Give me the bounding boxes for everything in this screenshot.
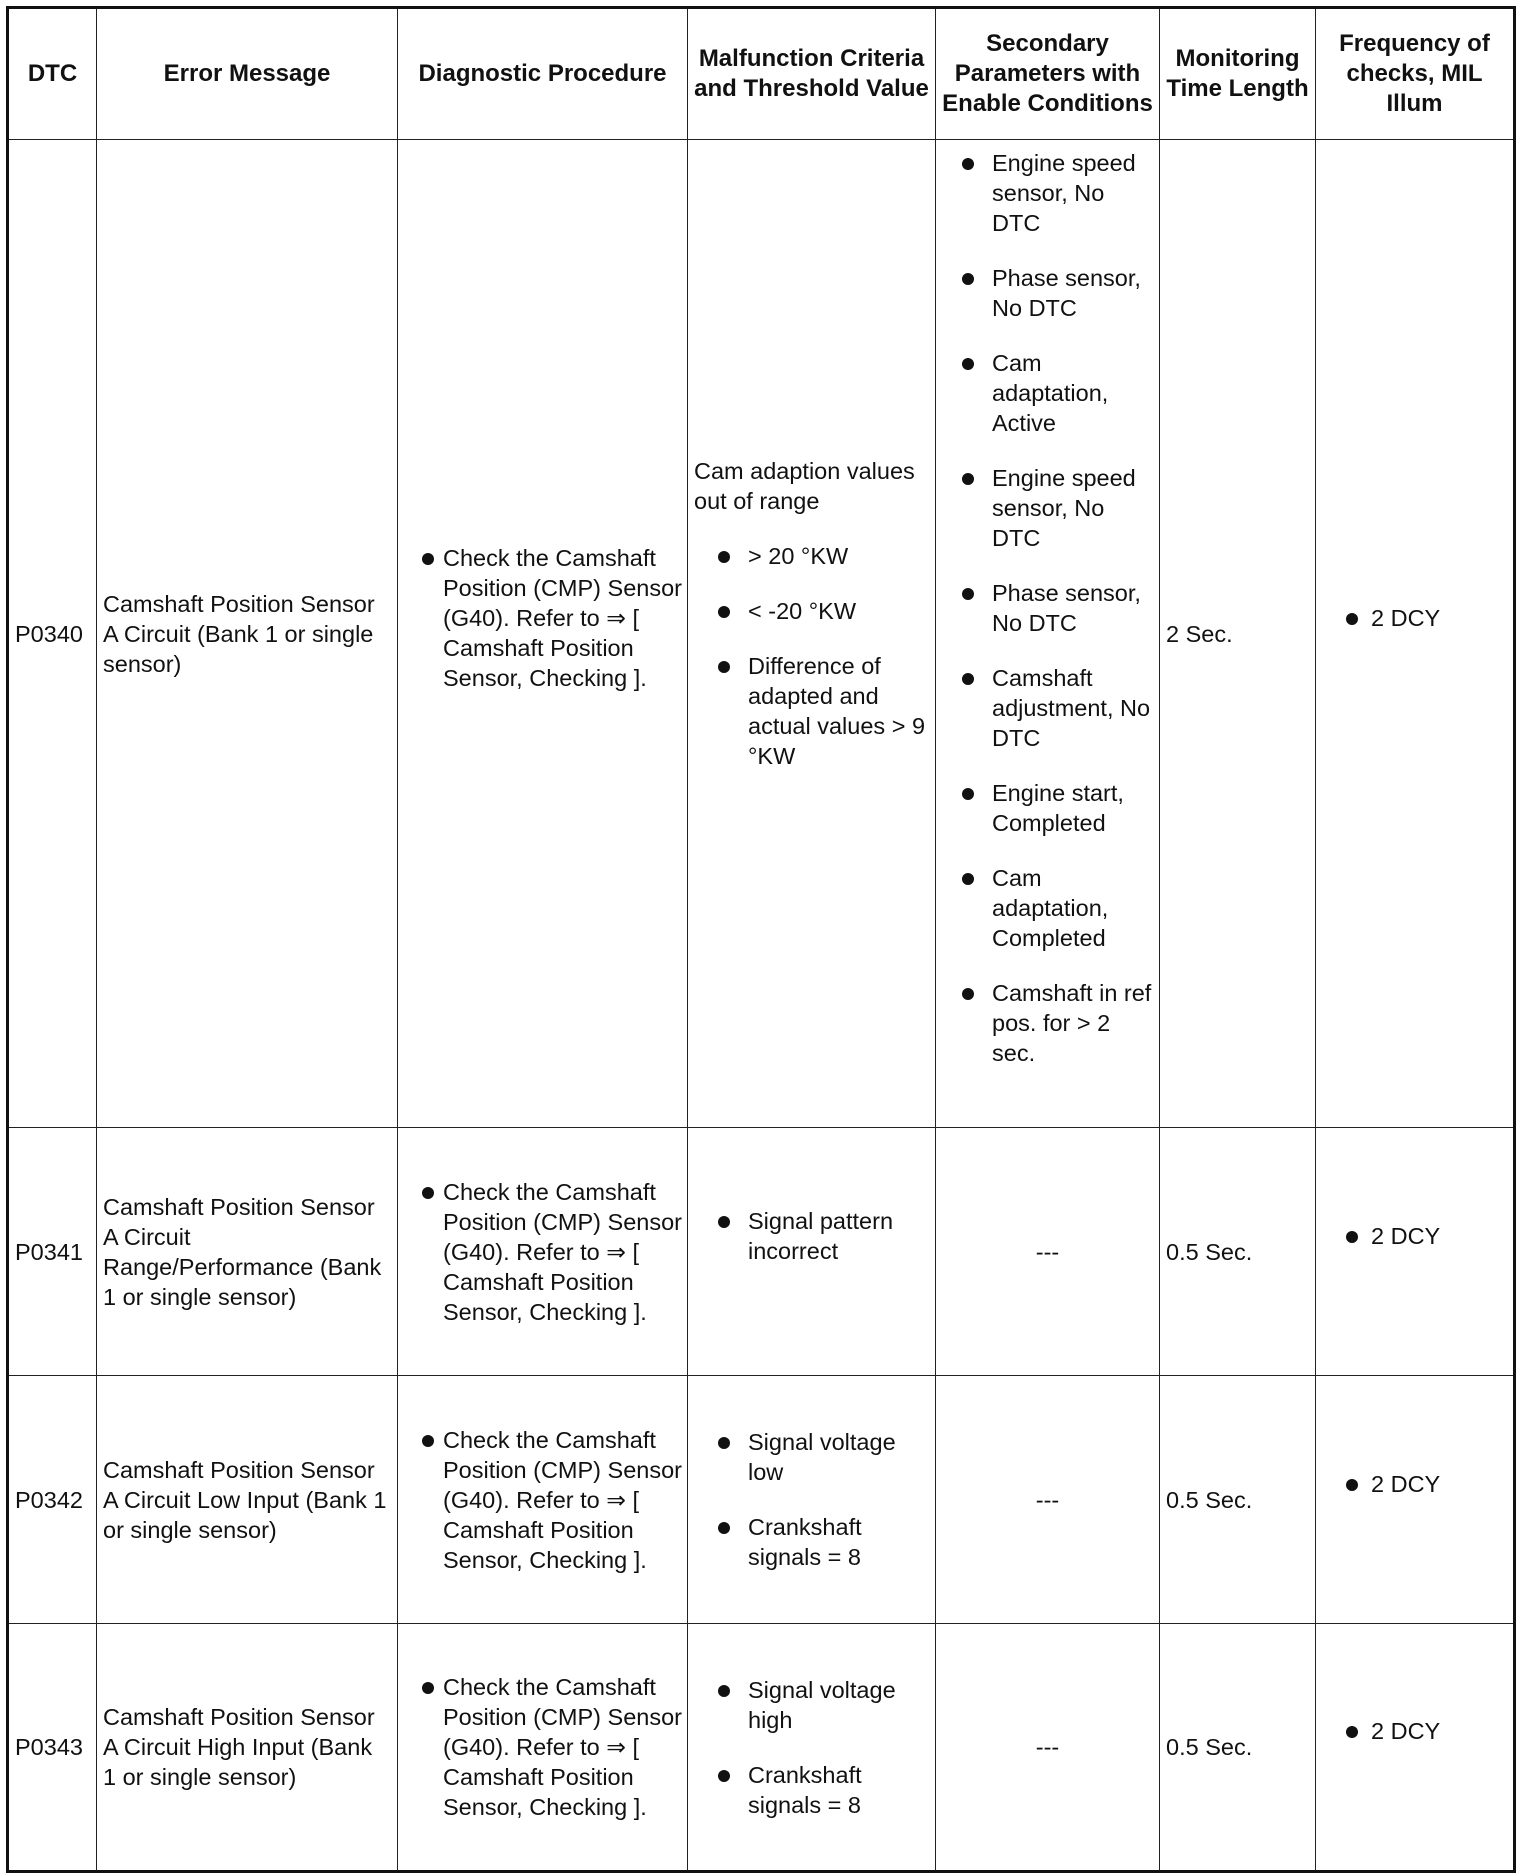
secondary-item: Cam adaptation, Active bbox=[936, 348, 1155, 438]
table-row bbox=[8, 140, 1515, 1128]
header-row bbox=[8, 8, 1515, 140]
dtc-table bbox=[6, 6, 1516, 1873]
monitoring-time: 0.5 Sec. bbox=[1160, 1128, 1316, 1376]
malfunction-criteria bbox=[688, 1376, 936, 1624]
malfunction-lead: Cam adaption values out of range bbox=[694, 458, 915, 514]
frequency-item: 2 DCY bbox=[1316, 1716, 1513, 1746]
frequency-item: 2 DCY bbox=[1316, 1221, 1513, 1251]
error-message: Camshaft Position Sensor A Circuit Range/Performance (Bank 1 or single sensor) bbox=[97, 1128, 398, 1376]
secondary-item: Engine speed sensor, No DTC bbox=[936, 463, 1155, 553]
malfunction-criteria bbox=[688, 140, 936, 1128]
table-row bbox=[8, 1128, 1515, 1376]
frequency bbox=[1316, 140, 1515, 1128]
diagnostic-step: Check the Camshaft Position (CMP) Sensor (G40). Refer to ⇒ [ Camshaft Position Sensor, Checking ]. bbox=[398, 1177, 683, 1327]
secondary-item: Phase sensor, No DTC bbox=[936, 263, 1155, 323]
secondary-item: Engine start, Completed bbox=[936, 778, 1155, 838]
secondary-parameters: --- bbox=[936, 1624, 1160, 1872]
secondary-item: Cam adaptation, Completed bbox=[936, 863, 1155, 953]
frequency bbox=[1316, 1624, 1515, 1872]
malfunction-item: Signal pattern incorrect bbox=[692, 1206, 931, 1266]
dtc-code: P0343 bbox=[8, 1624, 97, 1872]
table-row bbox=[8, 1376, 1515, 1624]
secondary-item: Engine speed sensor, No DTC bbox=[936, 148, 1155, 238]
header-monitoring-time: Monitoring Time Length bbox=[1160, 8, 1316, 140]
diagnostic-step: Check the Camshaft Position (CMP) Sensor (G40). Refer to ⇒ [ Camshaft Position Sensor, Checking ]. bbox=[398, 1425, 683, 1575]
monitoring-time: 0.5 Sec. bbox=[1160, 1376, 1316, 1624]
dtc-code: P0342 bbox=[8, 1376, 97, 1624]
frequency-item: 2 DCY bbox=[1316, 603, 1513, 633]
frequency-item: 2 DCY bbox=[1316, 1469, 1513, 1499]
secondary-parameters bbox=[936, 140, 1160, 1128]
malfunction-item: Signal voltage low bbox=[692, 1427, 931, 1487]
frequency bbox=[1316, 1376, 1515, 1624]
dtc-code: P0340 bbox=[8, 140, 97, 1128]
error-message: Camshaft Position Sensor A Circuit High Input (Bank 1 or single sensor) bbox=[97, 1624, 398, 1872]
diagnostic-procedure bbox=[398, 140, 688, 1128]
malfunction-item: Signal voltage high bbox=[692, 1675, 931, 1735]
monitoring-time: 2 Sec. bbox=[1160, 140, 1316, 1128]
table-row bbox=[8, 1624, 1515, 1872]
header-malfunction-criteria: Malfunction Criteria and Threshold Value bbox=[688, 8, 936, 140]
malfunction-item: Difference of adapted and actual values > 9 °KW bbox=[692, 651, 931, 771]
malfunction-item: Crankshaft signals = 8 bbox=[692, 1512, 931, 1572]
error-message: Camshaft Position Sensor A Circuit (Bank 1 or single sensor) bbox=[97, 140, 398, 1128]
malfunction-item: > 20 °KW bbox=[692, 541, 931, 571]
diagnostic-procedure bbox=[398, 1624, 688, 1872]
secondary-parameters: --- bbox=[936, 1376, 1160, 1624]
secondary-item: Camshaft in ref pos. for > 2 sec. bbox=[936, 978, 1155, 1068]
malfunction-criteria bbox=[688, 1128, 936, 1376]
malfunction-item: < -20 °KW bbox=[692, 596, 931, 626]
header-frequency: Frequency of checks, MIL Illum bbox=[1316, 8, 1515, 140]
malfunction-criteria bbox=[688, 1624, 936, 1872]
diagnostic-step: Check the Camshaft Position (CMP) Sensor (G40). Refer to ⇒ [ Camshaft Position Sensor, Checking ]. bbox=[398, 543, 683, 693]
malfunction-item: Crankshaft signals = 8 bbox=[692, 1760, 931, 1820]
header-dtc: DTC bbox=[8, 8, 97, 140]
monitoring-time: 0.5 Sec. bbox=[1160, 1624, 1316, 1872]
secondary-item: Phase sensor, No DTC bbox=[936, 578, 1155, 638]
header-error-message: Error Message bbox=[97, 8, 398, 140]
error-message: Camshaft Position Sensor A Circuit Low Input (Bank 1 or single sensor) bbox=[97, 1376, 398, 1624]
diagnostic-step: Check the Camshaft Position (CMP) Sensor (G40). Refer to ⇒ [ Camshaft Position Sensor, Checking ]. bbox=[398, 1672, 683, 1822]
diagnostic-procedure bbox=[398, 1128, 688, 1376]
secondary-item: Camshaft adjustment, No DTC bbox=[936, 663, 1155, 753]
diagnostic-procedure bbox=[398, 1376, 688, 1624]
frequency bbox=[1316, 1128, 1515, 1376]
secondary-parameters: --- bbox=[936, 1128, 1160, 1376]
header-secondary-parameters: Secondary Parameters with Enable Conditions bbox=[936, 8, 1160, 140]
dtc-code: P0341 bbox=[8, 1128, 97, 1376]
header-diagnostic-procedure: Diagnostic Procedure bbox=[398, 8, 688, 140]
